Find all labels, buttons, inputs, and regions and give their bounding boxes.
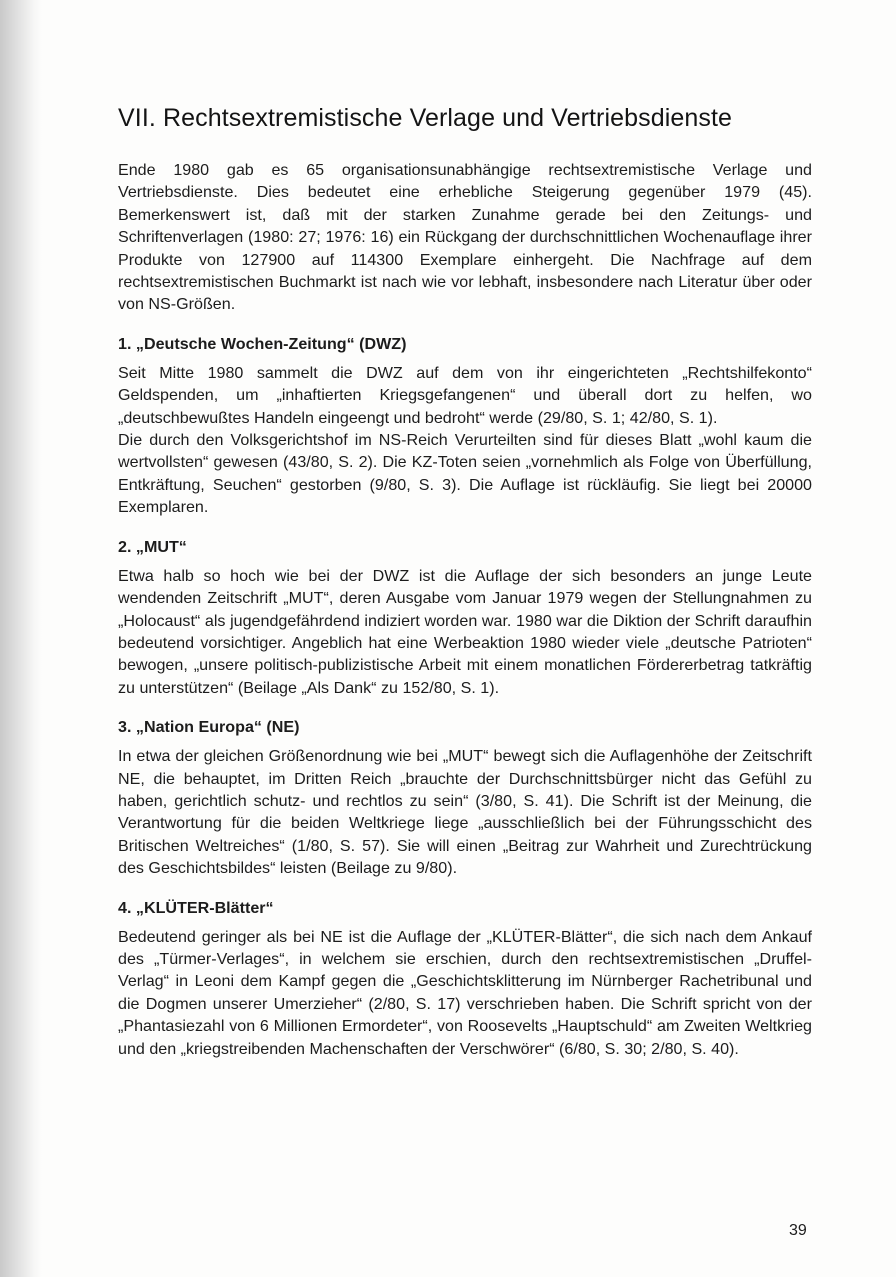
section-heading: 4. „KLÜTER-Blätter“: [118, 898, 274, 917]
section-paragraph: Bedeutend geringer als bei NE ist die Auflage der „KLÜTER-Blätter“, die sich nach dem Ankauf des „Türmer-Verlages“, in welchem sie erschien, durch den rechtsextremistischen „Druffel-Verlag“ in Leoni dem Kampf gegen die „Geschichtsklitterung im Nürnberger Rachetribunal und die Dogmen unserer Umerzieher“ (2/80, S. 17) verschrieben haben. Die Schrift spricht von der „Phantasiezahl von 6 Millionen Ermordeter“, von Roosevelts „Hauptschuld“ am Zweiten Weltkrieg und den „kriegstreibenden Machenschaften der Verschwörer“ (6/80, S. 30; 2/80, S. 40).: [118, 927, 812, 1058]
section-paragraph: Die durch den Volksgerichtshof im NS-Reich Verurteilten sind für dieses Blatt „wohl kaum die wertvollsten“ gewesen (43/80, S. 2). Die KZ-Toten seien „vornehmlich als Folge von Überfüllung, Entkräftung, Seuchen“ gestorben (9/80, S. 3). Die Auflage ist rückläufig. Sie liegt bei 20000 Exemplaren.: [118, 431, 812, 517]
section-paragraph: Seit Mitte 1980 sammelt die DWZ auf dem von ihr eingerichteten „Rechtshilfekonto“ Geldspenden, um „inhaftierten Kriegsgefangenen“ und überall dort zu helfen, wo „deutschbewußtes Handeln eingeengt und bedroht“ werde (29/80, S. 1; 42/80, S. 1).: [118, 363, 812, 427]
section-dwz: [118, 335, 812, 519]
page-content: [118, 104, 812, 1060]
section-heading: 1. „Deutsche Wochen-Zeitung“ (DWZ): [118, 334, 407, 353]
section-mut: [118, 538, 812, 699]
section-heading: 3. „Nation Europa“ (NE): [118, 718, 300, 737]
intro-paragraph: Ende 1980 gab es 65 organisationsunabhängige rechtsextremistische Verlage und Vertriebsdienste. Dies bedeutet eine erhebliche Steigerung gegenüber 1979 (45). Bemerkenswert ist, daß mit der starken Zunahme gerade bei den Zeitungs- und Schriftenverlagen (1980: 27; 1976: 16) ein Rückgang der durchschnittlichen Wochenauflage ihrer Produkte von 127900 auf 114300 Exemplare einhergeht. Die Nachfrage auf dem rechtsextremistischen Buchmarkt ist nach wie vor lebhaft, insbesondere nach Literatur über oder von NS-Größen.: [118, 161, 812, 314]
chapter-title: VII. Rechtsextremistische Verlage und Vertriebsdienste: [118, 104, 733, 132]
section-heading: 2. „MUT“: [118, 537, 187, 556]
section-nation-europa: [118, 718, 812, 879]
section-paragraph: In etwa der gleichen Größenordnung wie bei „MUT“ bewegt sich die Auflagenhöhe der Zeitschrift NE, die behauptet, im Dritten Reich „brauchte der Durchschnittsbürger nicht das Gefühl zu haben, gerichtlich schutz- und rechtlos zu sein“ (3/80, S. 41). Die Schrift ist der Meinung, die Verantwortung für die beiden Weltkriege liege „ausschließlich bei der Führungsschicht des Britischen Weltreiches“ (1/80, S. 57). Sie will einen „Beitrag zur Wahrheit und Zurechtrückung des Geschichtsbildes“ leisten (Beilage zu 9/80).: [118, 747, 812, 878]
binding-shadow: [0, 0, 42, 1277]
section-paragraph: Etwa halb so hoch wie bei der DWZ ist die Auflage der sich besonders an junge Leute wendenden Zeitschrift „MUT“, deren Ausgabe vom Januar 1979 wegen der Stellungnahmen zu „Holocaust“ als jugendgefährdend indiziert worden war. 1980 war die Diktion der Schrift daraufhin bedeutend vorsichtiger. Angeblich hat eine Werbeaktion 1980 wieder viele „deutsche Patrioten“ bewogen, „unsere politisch-publizistische Arbeit mit einem monatlichen Fördererbetrag tatkräftig zu unterstützen“ (Beilage „Als Dank“ zu 152/80, S. 1).: [118, 566, 812, 697]
section-klueter-blaetter: [118, 899, 812, 1060]
page-number: 39: [789, 1222, 807, 1239]
